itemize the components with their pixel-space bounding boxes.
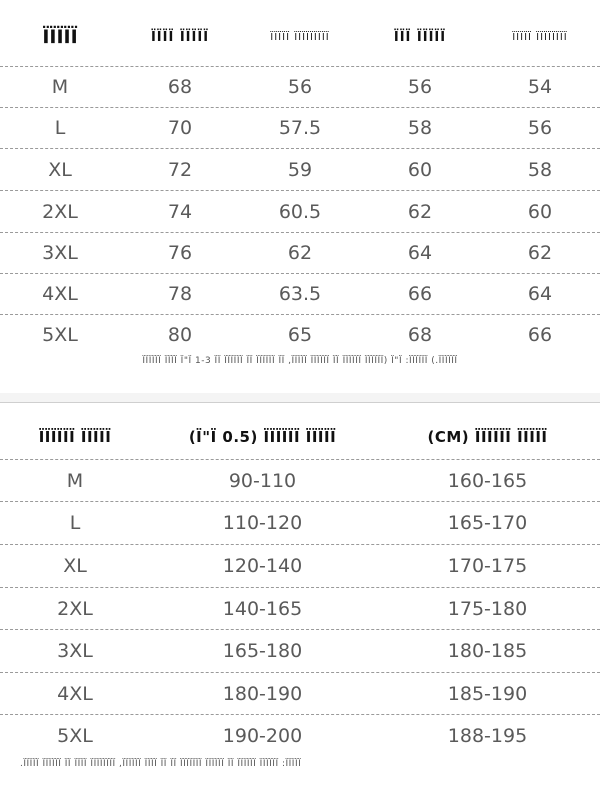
size-chart-table: [0, 10, 600, 394]
table-row: [0, 501, 600, 544]
header-col-3: ΪΪΪΪΪ ΪΪΪΪΪΪΪΪΪ: [270, 32, 330, 44]
table-row: [0, 672, 600, 714]
table-row: [0, 107, 600, 148]
height-cell: 188-195: [447, 724, 528, 747]
table-row: [0, 544, 600, 587]
size-cell: XL: [48, 158, 72, 181]
size-cell: L: [54, 117, 66, 139]
size-cell: 5XL: [42, 324, 78, 346]
section-divider: [0, 393, 600, 402]
height-cell: 160-165: [447, 469, 528, 492]
height-cell: 185-190: [447, 682, 528, 705]
value-cell: 78: [167, 283, 193, 305]
value-cell: 76: [167, 242, 193, 264]
size-cell: 3XL: [57, 640, 93, 662]
size-cell: 2XL: [42, 200, 78, 223]
value-cell: 60.5: [278, 200, 322, 223]
value-cell: 62: [527, 242, 553, 264]
value-cell: 60: [527, 200, 553, 223]
value-cell: 74: [167, 200, 193, 223]
value-cell: 65: [287, 324, 313, 346]
weight-cell: 180-190: [222, 682, 303, 705]
header-col-4: ΪΪΪ ΪΪΪΪΪ: [393, 29, 447, 45]
value-cell: 70: [167, 117, 193, 139]
value-cell: 68: [167, 76, 193, 98]
table-row: [0, 66, 600, 107]
header-size: ΪΪΪΪΪ: [42, 26, 78, 49]
header-col-5: ΪΪΪΪΪ ΪΪΪΪΪΪΪΪ: [512, 32, 568, 44]
table-row: [0, 232, 600, 273]
size-cell: M: [66, 469, 84, 492]
size-cell: 4XL: [57, 682, 93, 705]
table-row: [0, 629, 600, 672]
header-height: (CM) ΪΪΪΪΪΪ ΪΪΪΪΪ: [427, 428, 548, 447]
height-cell: 170-175: [447, 555, 528, 577]
value-cell: 60: [407, 158, 433, 181]
size-cell: 4XL: [42, 283, 78, 305]
value-cell: 63.5: [278, 283, 322, 305]
value-cell: 62: [407, 200, 433, 223]
value-cell: 56: [407, 76, 433, 98]
value-cell: 64: [527, 283, 553, 305]
header-col-2: ΪΪΪΪ ΪΪΪΪΪ: [150, 29, 210, 45]
weight-cell: 190-200: [222, 724, 303, 747]
value-cell: 66: [527, 324, 553, 346]
value-cell: 59: [287, 158, 313, 181]
height-cell: 175-180: [447, 597, 528, 620]
table-row: [0, 459, 600, 501]
size-cell: L: [69, 512, 81, 534]
size-cell: 3XL: [42, 242, 78, 264]
value-cell: 62: [287, 242, 313, 264]
table-row: [0, 587, 600, 629]
weight-height-header: [0, 421, 600, 455]
size-chart-note: ΪΪΪΪΪΪ ΪΪΪΪ Ϊ"Ϊ 1-3 ΪΪ ΪΪΪΪΪΪ ΪΪ ΪΪΪΪΪΪ ΪΪ ,ΪΪΪΪΪ ΪΪΪΪΪΪ ΪΪ ΪΪΪΪΪΪ ΪΪΪΪΪΪ) Ϊ"Ϊ :ΪΪΪΪΪΪ (.ΪΪΪΪΪΪ: [142, 356, 458, 366]
weight-cell: 110-120: [222, 512, 303, 534]
value-cell: 57.5: [278, 117, 322, 139]
value-cell: 64: [407, 242, 433, 264]
value-cell: 66: [407, 283, 433, 305]
size-cell: 2XL: [57, 597, 93, 620]
weight-height-table: [0, 402, 600, 791]
height-cell: 180-185: [447, 640, 528, 662]
weight-cell: 140-165: [222, 597, 303, 620]
table-row: [0, 314, 600, 355]
table-row: [0, 190, 600, 232]
value-cell: 56: [527, 117, 553, 139]
size-cell: XL: [63, 555, 87, 577]
weight-cell: 90-110: [228, 469, 297, 492]
value-cell: 80: [167, 324, 193, 346]
table-row: [0, 273, 600, 314]
value-cell: 54: [527, 76, 553, 98]
height-cell: 165-170: [447, 512, 528, 534]
header-weight: (Ϊ"Ϊ 0.5) ΪΪΪΪΪΪ ΪΪΪΪΪ: [188, 428, 337, 447]
value-cell: 68: [407, 324, 433, 346]
table-row: [0, 148, 600, 190]
weight-cell: 120-140: [222, 555, 303, 577]
value-cell: 58: [527, 158, 553, 181]
value-cell: 72: [167, 158, 193, 181]
value-cell: 58: [407, 117, 433, 139]
size-cell: 5XL: [57, 724, 93, 747]
value-cell: 56: [287, 76, 313, 98]
weight-cell: 165-180: [222, 640, 303, 662]
size-chart-header: [0, 10, 600, 66]
weight-height-note: .ΪΪΪΪΪ ΪΪΪΪΪΪ ΪΪ ΪΪΪΪ ΪΪΪΪΪΪΪΪ ,ΪΪΪΪΪΪ ΪΪΪΪ ΪΪ ΪΪ ΪΪΪΪΪΪΪ ΪΪΪΪΪΪ ΪΪ ΪΪΪΪΪΪ ΪΪΪΪΪΪ :ΪΪΪΪΪ: [20, 759, 302, 769]
header-size: ΪΪΪΪΪΪ ΪΪΪΪΪ: [38, 428, 112, 447]
size-cell: M: [51, 76, 69, 98]
table-row: [0, 714, 600, 756]
